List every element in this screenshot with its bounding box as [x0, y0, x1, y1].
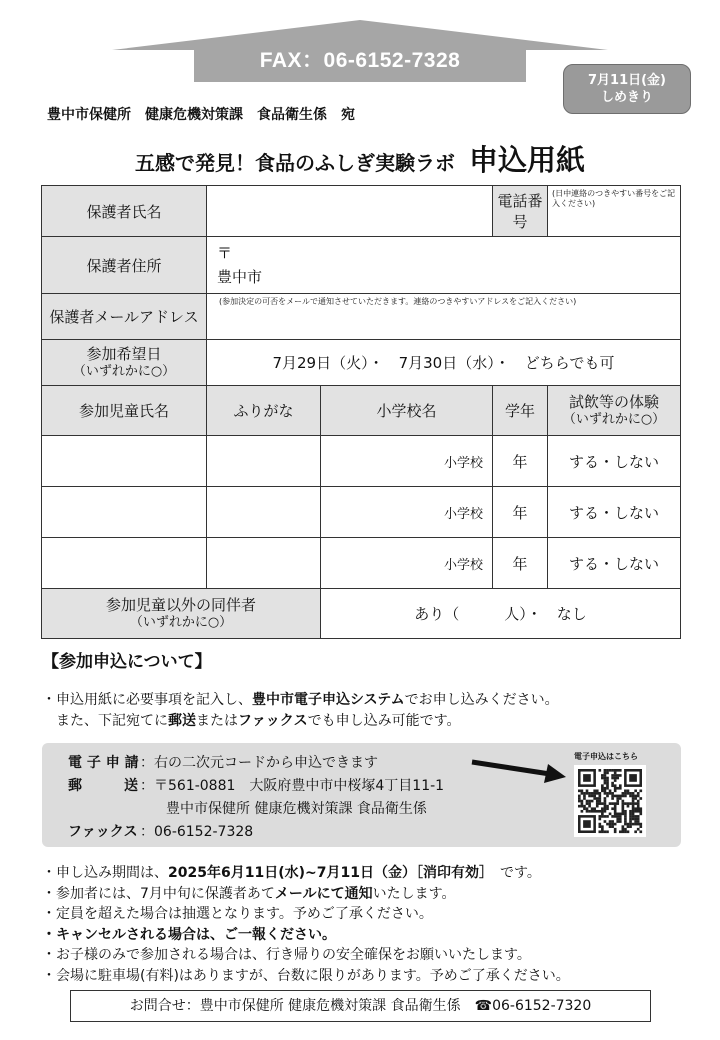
event-title: 五感で発見！食品のふしぎ実験ラボ [134, 151, 455, 175]
companion-options[interactable]: あり（ 人）・ なし [321, 589, 681, 639]
submission-methods-box [42, 743, 681, 847]
date-choose-one: （いずれかに○） [72, 363, 176, 379]
furigana-field[interactable] [207, 436, 321, 487]
online-line [68, 752, 378, 772]
intro-line-1: ・申込用紙に必要事項を記入し、豊中市電子申込システムでお申し込みください。 [42, 692, 559, 708]
guardian-address-field[interactable] [207, 237, 681, 294]
qr-code-icon[interactable] [574, 765, 646, 837]
online-label: 電 子 申 請 [68, 755, 139, 771]
guardian-name-label: 保護者氏名 [42, 186, 207, 237]
online-system-text: 豊中市電子申込システム [252, 692, 405, 708]
note-notification: ・参加者には、7月中旬に保護者あてメールにて通知いたします。 [42, 885, 456, 902]
phone-label: 電話番号 [493, 186, 548, 237]
application-intro [42, 690, 559, 732]
mail-line [68, 775, 444, 795]
fax-number: 06-6152-7328 [323, 49, 461, 72]
companion-label: 参加児童以外の同伴者 [105, 595, 256, 614]
school-field[interactable]: 小学校 [321, 538, 493, 589]
deadline-date: 7月11日(金) [587, 73, 667, 88]
child-row [42, 538, 681, 589]
deadline-label: しめきり [600, 90, 653, 105]
tasting-choice[interactable]: する・しない [548, 436, 681, 487]
date-label: 参加希望日 [86, 344, 162, 363]
section-heading: 【参加申込について】 [42, 652, 212, 672]
furigana-field[interactable] [207, 487, 321, 538]
email-notification-text: メールにて通知 [274, 885, 373, 902]
grade-field[interactable]: 年 [493, 487, 548, 538]
date-options[interactable]: 7月29日（火）・ 7月30日（水）・ どちらでも可 [207, 340, 681, 386]
online-text: ：右の二次元コードから申込できます [140, 755, 378, 771]
postal-mark: 〒 [217, 244, 233, 262]
guardian-address-row [42, 237, 681, 294]
guardian-address-label: 保護者住所 [42, 237, 207, 294]
phone-note: (日中連絡のつきやすい番号をご記入ください) [552, 189, 676, 208]
note-parking: ・会場に駐車場(有料)はありますが、台数に限りがあります。予めご了承ください。 [42, 967, 570, 984]
addressee: 豊中市保健所 健康危機対策課 食品衛生係 宛 [47, 107, 355, 123]
child-name-field[interactable] [42, 487, 207, 538]
furigana-header: ふりがな [207, 386, 321, 436]
fax-label: ファックス [68, 824, 138, 840]
intro-line-2: また、下記宛てに郵送またはファックスでも申し込み可能です。 [42, 713, 461, 729]
school-field[interactable]: 小学校 [321, 487, 493, 538]
companion-choose-one: （いずれかに○） [129, 614, 233, 630]
child-name-field[interactable] [42, 538, 207, 589]
child-name-header: 参加児童氏名 [42, 386, 207, 436]
notes-list [42, 863, 570, 986]
child-name-field[interactable] [42, 436, 207, 487]
companion-label-cell [42, 589, 321, 639]
application-form [41, 185, 681, 639]
email-row [42, 294, 681, 340]
note-lottery: ・定員を超えた場合は抽選となります。予めご了承ください。 [42, 906, 433, 922]
tasting-choice[interactable]: する・しない [548, 538, 681, 589]
email-note: (参加決定の可否をメールで通知させていただきます。連絡のつきやすいアドレスをご記入ください) [219, 297, 577, 306]
fax-text: ファックス [238, 713, 308, 729]
mail-text: ：〒561-0881 大阪府豊中市中桜塚4丁目11-1 [140, 778, 445, 794]
date-label-cell [42, 340, 207, 386]
tasting-choose-one: （いずれかに○） [562, 411, 666, 427]
grade-header: 学年 [493, 386, 548, 436]
mail-text: 郵送 [168, 713, 196, 729]
child-row [42, 436, 681, 487]
tasting-header-cell [548, 386, 681, 436]
form-title: 申込用紙 [468, 143, 585, 177]
deadline-badge [563, 64, 691, 114]
note-period: ・申し込み期間は、2025年6月11日(水)~7月11日（金）［消印有効］ です。 [42, 865, 541, 881]
phone-field[interactable] [548, 186, 681, 237]
mail-label: 郵 送 [68, 778, 138, 794]
tasting-choice[interactable]: する・しない [548, 487, 681, 538]
grade-field[interactable]: 年 [493, 436, 548, 487]
grade-field[interactable]: 年 [493, 538, 548, 589]
qr-caption: 電子申込はこちら [574, 752, 638, 761]
child-row [42, 487, 681, 538]
arrow-icon [470, 756, 570, 786]
email-label: 保護者メールアドレス [42, 294, 207, 340]
tasting-header: 試飲等の体験 [569, 392, 660, 411]
city-text: 豊中市 [217, 268, 263, 286]
furigana-field[interactable] [207, 538, 321, 589]
inquiry-box: お問合せ：豊中市保健所 健康危機対策課 食品衛生係 ☎06-6152-7320 [70, 990, 651, 1022]
note-cancel: ・キャンセルされる場合は、ご一報ください。 [42, 926, 336, 943]
note-safety: ・お子様のみで参加される場合は、行き帰りの安全確保をお願いいたします。 [42, 947, 531, 963]
guardian-name-row [42, 186, 681, 237]
school-header: 小学校名 [321, 386, 493, 436]
fax-label: FAX： [259, 49, 324, 72]
fax-number-text [112, 44, 608, 74]
mail-line-2: 豊中市保健所 健康危機対策課 食品衛生係 [166, 801, 427, 817]
application-period: 2025年6月11日(水)~7月11日（金）［消印有効］ [168, 865, 486, 881]
companion-row [42, 589, 681, 639]
page-title [0, 138, 720, 179]
school-field[interactable]: 小学校 [321, 436, 493, 487]
fax-number-text: ：06-6152-7328 [140, 824, 254, 840]
date-row [42, 340, 681, 386]
guardian-name-field[interactable] [207, 186, 493, 237]
fax-line [68, 821, 253, 841]
email-field[interactable] [207, 294, 681, 340]
children-header-row [42, 386, 681, 436]
